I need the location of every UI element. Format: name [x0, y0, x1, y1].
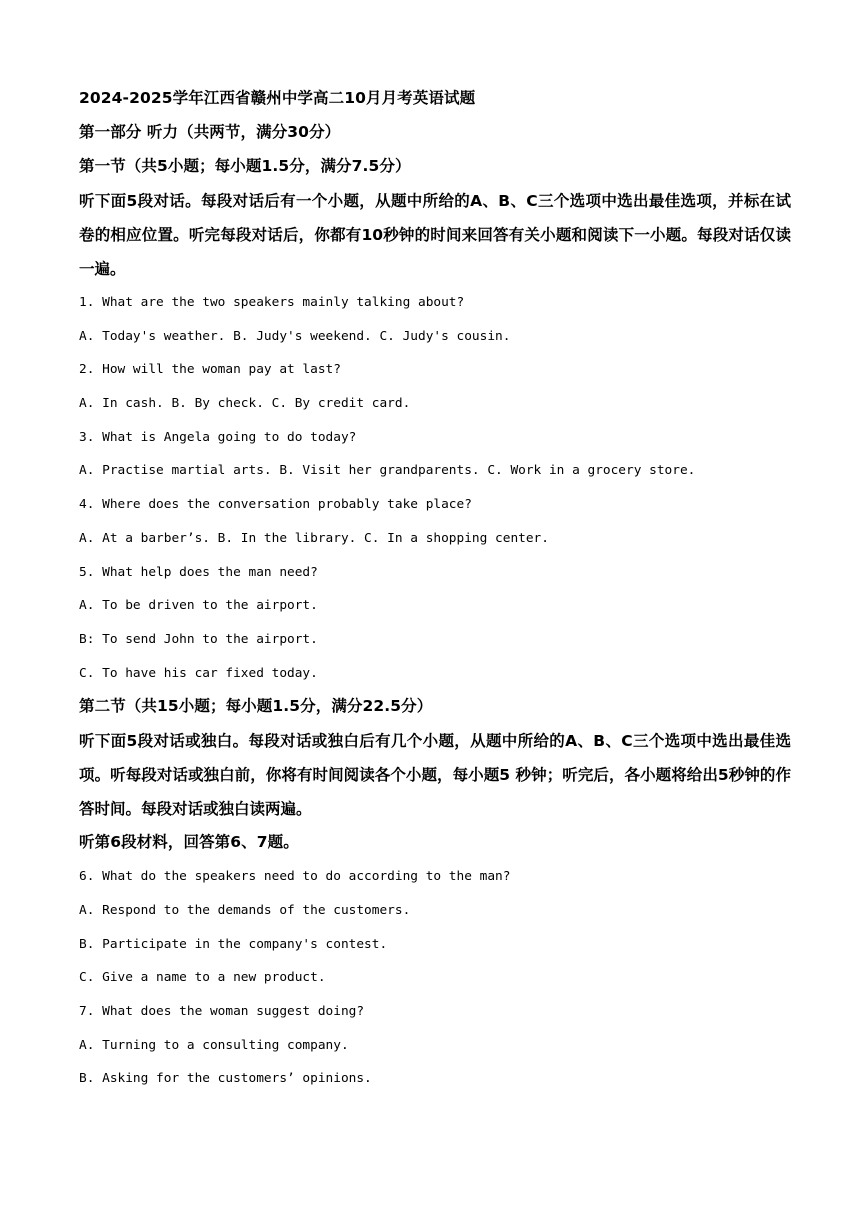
question-7-option-a: A. Turning to a consulting company.: [79, 1037, 349, 1053]
question-5-option-a: A. To be driven to the airport.: [79, 598, 318, 614]
question-4-options: A. At a barber’s. B. In the library. C. In a shopping center.: [79, 530, 549, 546]
question-2-options: A. In cash. B. By check. C. By credit card.: [79, 396, 411, 412]
question-5: 5. What help does the man need?: [79, 564, 318, 580]
question-5-option-b: B: To send John to the airport.: [79, 631, 318, 647]
section1-instructions: 听下面5段对话。每段对话后有一个小题，从题中所给的A、B、C三个选项中选出最佳选项，并标在试卷的相应位置。听完每段对话后，你都有10秒钟的时间来回答有关小题和阅读下一小题。每段对话仅读一遍。: [79, 192, 791, 278]
question-3-options: A. Practise martial arts. B. Visit her grandparents. C. Work in a grocery store.: [79, 463, 696, 479]
question-3: 3. What is Angela going to do today?: [79, 429, 357, 445]
exam-page: [79, 82, 791, 1096]
question-2: 2. How will the woman pay at last?: [79, 362, 341, 378]
question-7: 7. What does the woman suggest doing?: [79, 1004, 365, 1019]
question-7-option-b: B. Asking for the customers’ opinions.: [79, 1071, 372, 1087]
section2-heading: 第二节（共15小题；每小题1.5分，满分22.5分）: [79, 697, 433, 716]
section2-instructions: 听下面5段对话或独白。每段对话或独白后有几个小题，从题中所给的A、B、C三个选项中选出最佳选项。听每段对话或独白前，你将有时间阅读各个小题，每小题5 秒钟；听完后，各小题将给出5秒钟的作答时间。每段对话或独白读两遍。: [79, 732, 791, 819]
question-6: 6. What do the speakers need to do according to the man?: [79, 869, 511, 885]
section1-heading: 第一节（共5小题；每小题1.5分，满分7.5分）: [79, 157, 411, 175]
question-4: 4. Where does the conversation probably take place?: [79, 497, 472, 513]
exam-title: 2024-2025学年江西省赣州中学高二10月月考英语试题: [79, 89, 476, 107]
question-1-options: A. Today's weather. B. Judy's weekend. C. Judy's cousin.: [79, 328, 511, 344]
question-1: 1. What are the two speakers mainly talking about?: [79, 295, 465, 310]
question-6-option-a: A. Respond to the demands of the customers.: [79, 902, 411, 918]
material6-heading: 听第6段材料，回答第6、7题。: [79, 833, 299, 852]
part1-heading: 第一部分 听力（共两节，满分30分）: [79, 123, 341, 141]
question-6-option-c: C. Give a name to a new product.: [79, 970, 326, 986]
question-6-option-b: B. Participate in the company's contest.: [79, 936, 388, 952]
question-5-option-c: C. To have his car fixed today.: [79, 665, 318, 681]
